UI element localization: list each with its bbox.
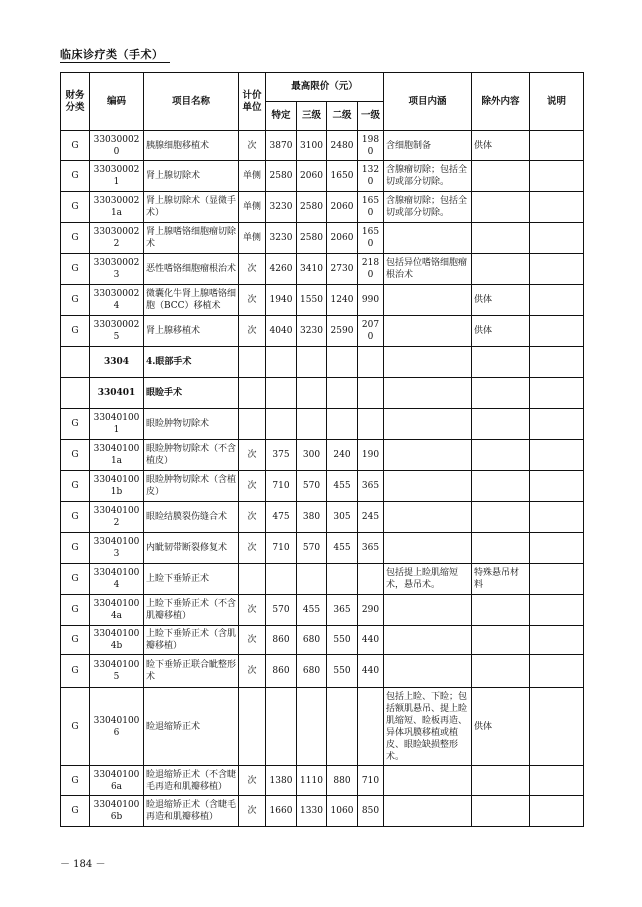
cell-price-level3: 680 <box>297 626 327 655</box>
cell-code: 330401004 <box>90 564 144 595</box>
cell-unit: 单侧 <box>239 192 266 223</box>
cell-content <box>384 378 472 409</box>
cell-note <box>530 440 584 471</box>
cell-price-special: 1940 <box>266 285 297 316</box>
col-header-max-price: 最高限价（元） <box>266 73 384 102</box>
table-row <box>61 254 584 285</box>
table-row <box>61 533 584 564</box>
cell-content <box>384 223 472 254</box>
cell-price-level3 <box>297 688 327 766</box>
cell-unit <box>239 409 266 440</box>
cell-price-level1 <box>358 409 384 440</box>
table-row <box>61 502 584 533</box>
cell-note <box>530 533 584 564</box>
cell-price-level3: 2060 <box>297 161 327 192</box>
cell-unit: 次 <box>239 796 266 827</box>
cell-excluded <box>472 440 530 471</box>
cell-price-level1: 990 <box>358 285 384 316</box>
cell-code: 330401 <box>90 378 144 409</box>
cell-content <box>384 502 472 533</box>
section-row <box>61 347 584 378</box>
cell-content <box>384 347 472 378</box>
table-row <box>61 409 584 440</box>
col-header-level2: 二级 <box>327 102 358 131</box>
cell-category: G <box>61 471 90 502</box>
cell-price-special: 4260 <box>266 254 297 285</box>
table-row <box>61 766 584 796</box>
cell-note <box>530 223 584 254</box>
cell-excluded <box>472 378 530 409</box>
cell-name: 睑退缩矫正术（含睫毛再造和肌瓣移植） <box>144 796 239 827</box>
cell-category: G <box>61 131 90 161</box>
cell-category: G <box>61 192 90 223</box>
cell-price-level2: 365 <box>327 595 358 626</box>
cell-content <box>384 471 472 502</box>
cell-excluded <box>472 223 530 254</box>
cell-code: 330300021a <box>90 192 144 223</box>
cell-unit: 次 <box>239 254 266 285</box>
cell-price-special <box>266 347 297 378</box>
cell-price-level3: 570 <box>297 533 327 564</box>
cell-content: 含细胞制备 <box>384 131 472 161</box>
cell-content <box>384 796 472 827</box>
cell-price-special: 1660 <box>266 796 297 827</box>
cell-price-special: 375 <box>266 440 297 471</box>
cell-price-special <box>266 378 297 409</box>
cell-price-level3 <box>297 347 327 378</box>
cell-price-level1 <box>358 564 384 595</box>
cell-code: 330401001 <box>90 409 144 440</box>
cell-price-level2: 1060 <box>327 796 358 827</box>
cell-content: 含腺瘤切除；包括全切或部分切除。 <box>384 192 472 223</box>
cell-note <box>530 378 584 409</box>
cell-price-level2 <box>327 688 358 766</box>
cell-category: G <box>61 161 90 192</box>
cell-price-level3 <box>297 564 327 595</box>
col-header-note: 说明 <box>530 73 584 131</box>
cell-category: G <box>61 626 90 655</box>
cell-price-level1: 1980 <box>358 131 384 161</box>
cell-note <box>530 192 584 223</box>
cell-price-level3: 300 <box>297 440 327 471</box>
cell-price-level2: 1650 <box>327 161 358 192</box>
table-row <box>61 564 584 595</box>
cell-excluded: 供体 <box>472 285 530 316</box>
cell-price-level3: 1550 <box>297 285 327 316</box>
cell-code: 330300024 <box>90 285 144 316</box>
cell-name: 肾上腺切除术（显微手术） <box>144 192 239 223</box>
cell-unit: 次 <box>239 502 266 533</box>
cell-content <box>384 409 472 440</box>
table-row <box>61 161 584 192</box>
cell-price-special: 860 <box>266 626 297 655</box>
cell-price-level1: 440 <box>358 655 384 688</box>
cell-category: G <box>61 440 90 471</box>
cell-excluded <box>472 766 530 796</box>
table-row <box>61 796 584 827</box>
cell-price-level2: 2590 <box>327 316 358 347</box>
table-row <box>61 316 584 347</box>
cell-name: 睑退缩矫正术（不含睫毛再造和肌瓣移植） <box>144 766 239 796</box>
cell-note <box>530 409 584 440</box>
page-number: － 184 － <box>60 859 106 870</box>
cell-price-special: 1380 <box>266 766 297 796</box>
table-row <box>61 223 584 254</box>
cell-price-level2: 2060 <box>327 223 358 254</box>
cell-price-level1: 190 <box>358 440 384 471</box>
cell-price-level2: 455 <box>327 471 358 502</box>
cell-content: 包括异位嗜铬细胞瘤根治术 <box>384 254 472 285</box>
cell-excluded <box>472 595 530 626</box>
cell-code: 330401003 <box>90 533 144 564</box>
cell-category: G <box>61 595 90 626</box>
cell-note <box>530 316 584 347</box>
cell-category: G <box>61 409 90 440</box>
cell-name: 眼睑结膜裂伤缝合术 <box>144 502 239 533</box>
cell-content <box>384 440 472 471</box>
cell-unit: 次 <box>239 626 266 655</box>
cell-price-special: 570 <box>266 595 297 626</box>
cell-content: 含腺瘤切除；包括全切或部分切除。 <box>384 161 472 192</box>
cell-unit: 次 <box>239 766 266 796</box>
cell-name: 微囊化牛肾上腺嗜铬细胞（BCC）移植术 <box>144 285 239 316</box>
cell-price-level1: 850 <box>358 796 384 827</box>
table-body <box>61 131 584 827</box>
cell-note <box>530 254 584 285</box>
cell-price-special: 3230 <box>266 192 297 223</box>
cell-price-level2: 880 <box>327 766 358 796</box>
cell-price-special: 3870 <box>266 131 297 161</box>
cell-code: 330401002 <box>90 502 144 533</box>
cell-code: 330300021 <box>90 161 144 192</box>
cell-content <box>384 595 472 626</box>
col-header-level3: 三级 <box>297 102 327 131</box>
cell-category: G <box>61 655 90 688</box>
cell-excluded <box>472 533 530 564</box>
col-header-category: 财务分类 <box>61 73 90 131</box>
cell-category: G <box>61 766 90 796</box>
cell-excluded <box>472 626 530 655</box>
cell-name: 睑退缩矫正术 <box>144 688 239 766</box>
page-header-title: 临床诊疗类（手术） <box>60 48 164 61</box>
cell-note <box>530 626 584 655</box>
cell-price-level1 <box>358 688 384 766</box>
cell-price-level1: 1650 <box>358 223 384 254</box>
cell-price-level3: 3230 <box>297 316 327 347</box>
cell-category: G <box>61 316 90 347</box>
cell-price-special: 475 <box>266 502 297 533</box>
cell-price-special <box>266 688 297 766</box>
cell-price-level3: 570 <box>297 471 327 502</box>
cell-price-level2: 2730 <box>327 254 358 285</box>
table-row <box>61 285 584 316</box>
cell-note <box>530 766 584 796</box>
cell-name: 眼睑手术 <box>144 378 239 409</box>
cell-name: 眼睑肿物切除术（不含植皮） <box>144 440 239 471</box>
cell-note <box>530 796 584 827</box>
cell-note <box>530 502 584 533</box>
cell-note <box>530 131 584 161</box>
cell-content <box>384 626 472 655</box>
cell-note <box>530 161 584 192</box>
cell-code: 330401004b <box>90 626 144 655</box>
cell-note <box>530 595 584 626</box>
col-header-unit: 计价单位 <box>239 73 266 131</box>
cell-name: 恶性嗜铬细胞瘤根治术 <box>144 254 239 285</box>
cell-name: 肾上腺嗜铬细胞瘤切除术 <box>144 223 239 254</box>
cell-price-special: 710 <box>266 533 297 564</box>
cell-unit: 次 <box>239 471 266 502</box>
cell-price-level2 <box>327 564 358 595</box>
cell-note <box>530 285 584 316</box>
cell-excluded <box>472 471 530 502</box>
cell-price-level2: 550 <box>327 655 358 688</box>
cell-price-level2: 550 <box>327 626 358 655</box>
cell-code: 330300025 <box>90 316 144 347</box>
cell-price-special: 710 <box>266 471 297 502</box>
cell-excluded: 供体 <box>472 131 530 161</box>
cell-content <box>384 285 472 316</box>
cell-content: 包括提上睑肌缩短术，悬吊术。 <box>384 564 472 595</box>
cell-excluded <box>472 347 530 378</box>
cell-price-level2: 2060 <box>327 192 358 223</box>
cell-note <box>530 655 584 688</box>
cell-unit <box>239 347 266 378</box>
cell-category: G <box>61 223 90 254</box>
cell-unit <box>239 564 266 595</box>
table-row <box>61 471 584 502</box>
cell-name: 上睑下垂矫正术 <box>144 564 239 595</box>
cell-name: 肾上腺切除术 <box>144 161 239 192</box>
cell-price-level2 <box>327 378 358 409</box>
section-row <box>61 378 584 409</box>
cell-note <box>530 471 584 502</box>
table-row <box>61 192 584 223</box>
cell-price-level1: 365 <box>358 471 384 502</box>
cell-price-level3 <box>297 409 327 440</box>
cell-unit: 次 <box>239 440 266 471</box>
fee-table <box>60 72 584 827</box>
cell-code: 330300022 <box>90 223 144 254</box>
col-header-special: 特定 <box>266 102 297 131</box>
cell-content <box>384 655 472 688</box>
cell-category: G <box>61 502 90 533</box>
cell-category: G <box>61 533 90 564</box>
cell-price-level2: 240 <box>327 440 358 471</box>
cell-unit: 单侧 <box>239 161 266 192</box>
cell-price-level3: 2580 <box>297 223 327 254</box>
cell-price-level1: 1650 <box>358 192 384 223</box>
table-row <box>61 688 584 766</box>
cell-price-level1: 245 <box>358 502 384 533</box>
header-underline <box>60 62 170 63</box>
cell-category <box>61 347 90 378</box>
cell-code: 330401004a <box>90 595 144 626</box>
cell-category: G <box>61 254 90 285</box>
cell-content <box>384 533 472 564</box>
cell-price-special <box>266 564 297 595</box>
cell-price-special: 3230 <box>266 223 297 254</box>
cell-category: G <box>61 285 90 316</box>
cell-name: 胰腺细胞移植术 <box>144 131 239 161</box>
cell-price-level3: 680 <box>297 655 327 688</box>
cell-price-level2 <box>327 347 358 378</box>
cell-price-special: 2580 <box>266 161 297 192</box>
cell-price-level2 <box>327 409 358 440</box>
cell-price-level3: 3100 <box>297 131 327 161</box>
cell-unit: 次 <box>239 316 266 347</box>
cell-note <box>530 688 584 766</box>
cell-content: 包括上睑、下睑；包括额肌悬吊、提上睑肌缩短、睑板再造、异体巩膜移植或植皮、眼睑缺损整形术。 <box>384 688 472 766</box>
cell-price-level1: 440 <box>358 626 384 655</box>
cell-excluded: 特殊悬吊材料 <box>472 564 530 595</box>
col-header-code: 编码 <box>90 73 144 131</box>
cell-excluded <box>472 254 530 285</box>
cell-unit <box>239 688 266 766</box>
cell-name: 4.眼部手术 <box>144 347 239 378</box>
cell-price-level2: 2480 <box>327 131 358 161</box>
cell-name: 眼睑肿物切除术（含植皮） <box>144 471 239 502</box>
cell-price-level1 <box>358 378 384 409</box>
cell-code: 330401001b <box>90 471 144 502</box>
cell-price-level3: 1110 <box>297 766 327 796</box>
cell-name: 睑下垂矫正联合眦整形术 <box>144 655 239 688</box>
cell-price-level3: 3410 <box>297 254 327 285</box>
cell-unit: 次 <box>239 533 266 564</box>
table-row <box>61 440 584 471</box>
cell-content <box>384 766 472 796</box>
cell-code: 330401005 <box>90 655 144 688</box>
cell-unit: 次 <box>239 595 266 626</box>
cell-price-special <box>266 409 297 440</box>
cell-content <box>384 316 472 347</box>
cell-excluded <box>472 192 530 223</box>
cell-code: 330300020 <box>90 131 144 161</box>
cell-price-level2: 455 <box>327 533 358 564</box>
col-header-excluded: 除外内容 <box>472 73 530 131</box>
cell-price-level1: 710 <box>358 766 384 796</box>
cell-excluded <box>472 502 530 533</box>
cell-excluded <box>472 161 530 192</box>
cell-excluded <box>472 409 530 440</box>
cell-unit <box>239 378 266 409</box>
table-row <box>61 626 584 655</box>
cell-price-level1: 290 <box>358 595 384 626</box>
cell-code: 3304 <box>90 347 144 378</box>
cell-price-level3: 455 <box>297 595 327 626</box>
cell-name: 肾上腺移植术 <box>144 316 239 347</box>
table-row <box>61 131 584 161</box>
cell-price-level1: 1320 <box>358 161 384 192</box>
cell-unit: 次 <box>239 285 266 316</box>
cell-price-level3: 380 <box>297 502 327 533</box>
cell-price-level3: 2580 <box>297 192 327 223</box>
cell-note <box>530 564 584 595</box>
cell-name: 内眦韧带断裂修复术 <box>144 533 239 564</box>
cell-price-level3: 1330 <box>297 796 327 827</box>
cell-category: G <box>61 796 90 827</box>
cell-unit: 次 <box>239 131 266 161</box>
cell-excluded: 供体 <box>472 316 530 347</box>
cell-price-level2: 305 <box>327 502 358 533</box>
cell-code: 330300023 <box>90 254 144 285</box>
cell-name: 眼睑肿物切除术 <box>144 409 239 440</box>
cell-price-special: 4040 <box>266 316 297 347</box>
cell-price-level3 <box>297 378 327 409</box>
cell-code: 330401006 <box>90 688 144 766</box>
col-header-level1: 一级 <box>358 102 384 131</box>
table-row <box>61 655 584 688</box>
col-header-content: 项目内涵 <box>384 73 472 131</box>
cell-price-level1: 365 <box>358 533 384 564</box>
cell-code: 330401006b <box>90 796 144 827</box>
cell-price-special: 860 <box>266 655 297 688</box>
col-header-name: 项目名称 <box>144 73 239 131</box>
cell-price-level1: 2070 <box>358 316 384 347</box>
cell-category: G <box>61 564 90 595</box>
cell-excluded <box>472 655 530 688</box>
cell-unit: 单侧 <box>239 223 266 254</box>
cell-price-level2: 1240 <box>327 285 358 316</box>
cell-category <box>61 378 90 409</box>
cell-unit: 次 <box>239 655 266 688</box>
cell-code: 330401001a <box>90 440 144 471</box>
cell-name: 上睑下垂矫正术（不含肌瓣移植） <box>144 595 239 626</box>
cell-name: 上睑下垂矫正术（含肌瓣移植） <box>144 626 239 655</box>
cell-excluded: 供体 <box>472 688 530 766</box>
cell-note <box>530 347 584 378</box>
table-row <box>61 595 584 626</box>
cell-excluded <box>472 796 530 827</box>
cell-code: 330401006a <box>90 766 144 796</box>
cell-price-level1 <box>358 347 384 378</box>
cell-category: G <box>61 688 90 766</box>
cell-price-level1: 2180 <box>358 254 384 285</box>
